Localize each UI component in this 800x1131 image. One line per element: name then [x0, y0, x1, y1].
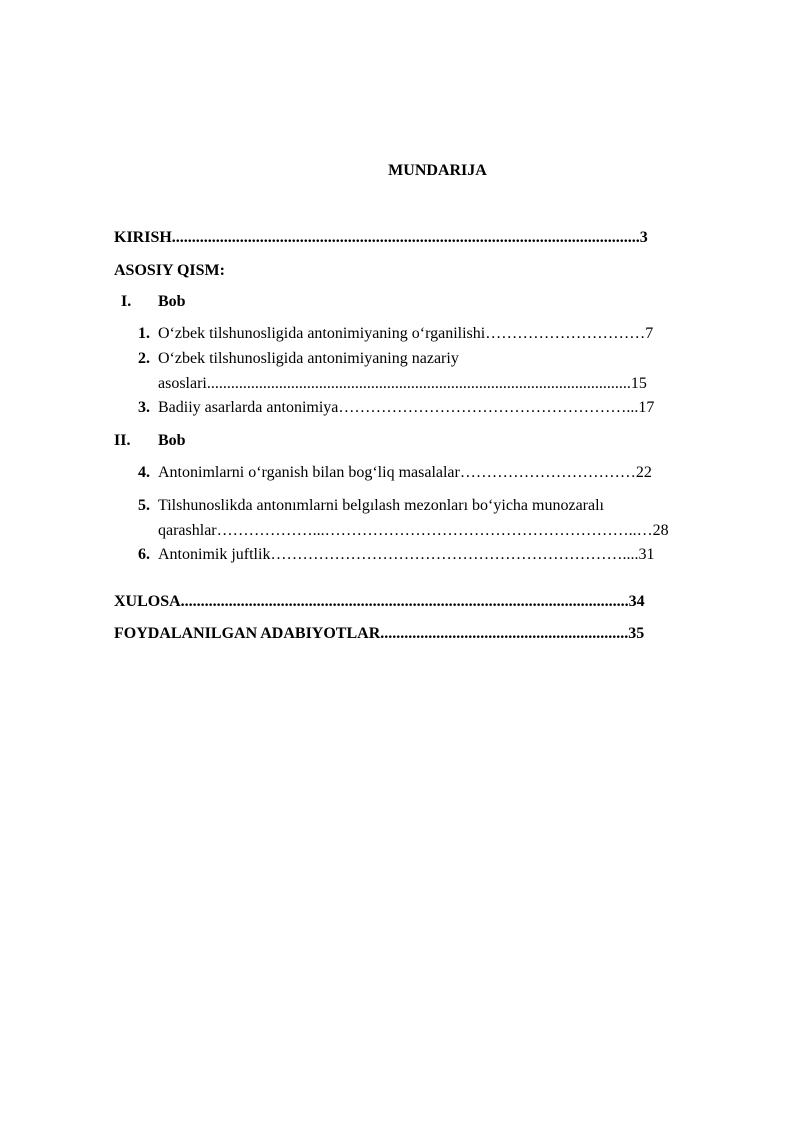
toc-item-number: 4.: [138, 464, 150, 481]
toc-entry-conclusion: XULOSA................................................................................................................34: [114, 593, 645, 610]
page-title: MUNDARIJA: [388, 162, 487, 179]
chapter-1-label: Bob: [158, 293, 186, 310]
toc-item-line: Badiiy asarlarda antonimiya………………………………………………...17: [158, 399, 655, 416]
main-section-heading: ASOSIY QISM:: [114, 262, 225, 279]
toc-item-number: 6.: [138, 546, 150, 563]
toc-item-line: O‘zbek tilshunosligida antonimiyaning o‘rganilishi…………………………7: [158, 325, 654, 342]
toc-item-number: 5.: [138, 497, 150, 514]
toc-item-line: O‘zbek tilshunosligida antonimiyaning nazariy: [158, 350, 459, 367]
toc-item-number: 1.: [138, 325, 150, 342]
toc-item-number: 3.: [138, 399, 150, 416]
toc-item-line: Antonimik juftlik…………………………………………………………....31: [158, 546, 655, 563]
toc-item-line: Antonimlarni o‘rganish bilan bog‘liq masalalar……………………………22: [158, 464, 652, 481]
chapter-2-numeral: II.: [114, 432, 131, 449]
toc-item-line: qarashlar………………...…………………………………………………..…28: [158, 522, 669, 539]
toc-item-line: Tilshunoslikda antonımlarni belgılash mezonları bo‘yicha munozaralı: [158, 497, 604, 514]
chapter-2-label: Bob: [158, 432, 186, 449]
toc-entry-intro: KIRISH.....................................................................................................................3: [114, 229, 648, 246]
toc-item-line: asoslari..........................................................................................................15: [158, 375, 647, 392]
chapter-1-numeral: I.: [121, 293, 132, 310]
toc-entry-references: FOYDALANILGAN ADABIYOTLAR..............................................................35: [114, 625, 645, 642]
toc-item-number: 2.: [138, 350, 150, 367]
